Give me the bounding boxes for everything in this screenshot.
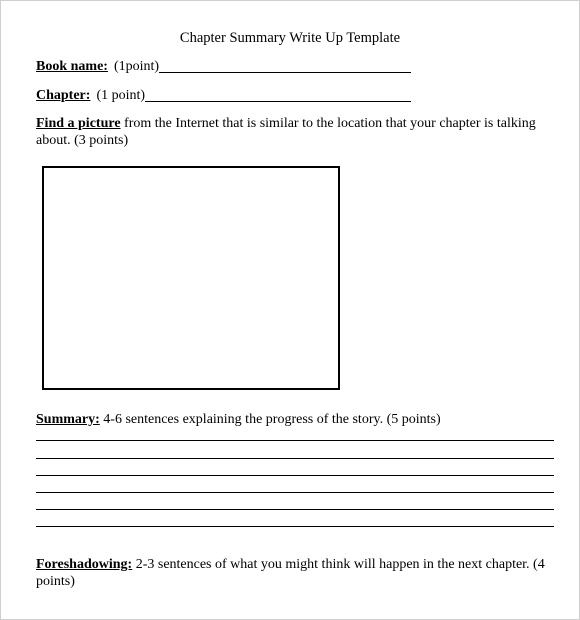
summary-answer-line[interactable]	[36, 526, 554, 527]
summary-answer-line[interactable]	[36, 509, 554, 510]
book-name-label: Book name:	[36, 59, 108, 74]
summary-text: 4-6 sentences explaining the progress of the story. (5 points)	[99, 412, 441, 427]
foreshadowing-label: Foreshadowing:	[36, 557, 133, 572]
summary-answer-line[interactable]	[36, 440, 554, 441]
summary-instruction	[36, 411, 556, 428]
summary-label: Summary:	[36, 412, 100, 427]
summary-answer-line[interactable]	[36, 458, 554, 459]
book-name-row	[36, 58, 411, 76]
foreshadowing-instruction	[36, 556, 556, 590]
summary-answer-line[interactable]	[36, 492, 554, 493]
chapter-row	[36, 87, 411, 105]
summary-answer-line[interactable]	[36, 475, 554, 476]
chapter-blank[interactable]	[145, 100, 411, 102]
find-picture-text: from the Internet that is similar to the location that your chapter is talking about. (3 points)	[36, 116, 536, 148]
book-name-points: (1point)	[113, 59, 160, 74]
find-picture-instruction	[36, 115, 556, 149]
picture-box[interactable]	[42, 166, 340, 390]
book-name-blank[interactable]	[159, 71, 411, 73]
find-picture-label: Find a picture	[36, 116, 121, 131]
foreshadowing-text: 2-3 sentences of what you might think will happen in the next chapter. (4 points)	[36, 557, 545, 589]
document-title: Chapter Summary Write Up Template	[179, 30, 401, 46]
chapter-label: Chapter:	[36, 88, 91, 103]
chapter-points: (1 point)	[96, 88, 146, 103]
